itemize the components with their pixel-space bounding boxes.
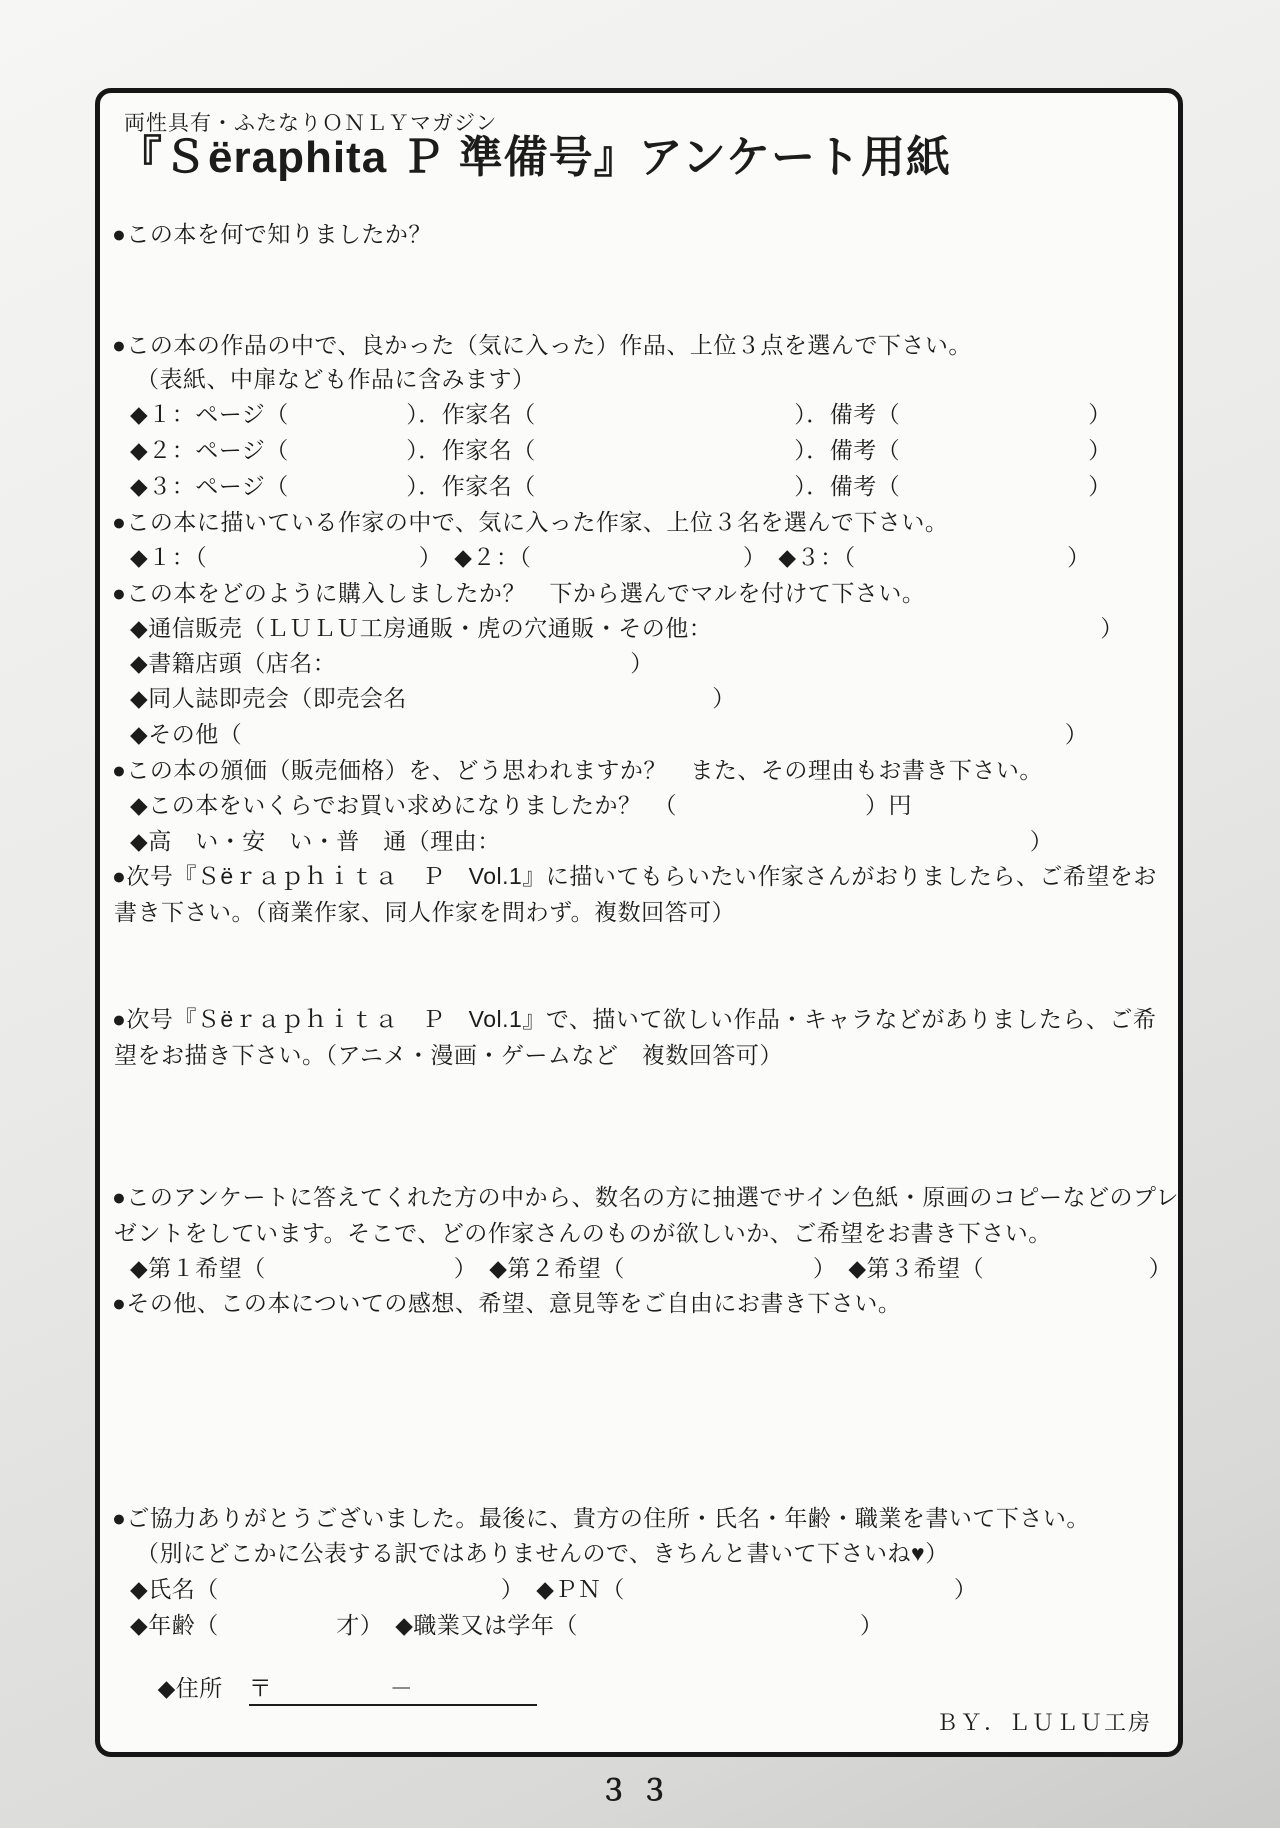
- address-underline-field: 〒 －: [249, 1675, 537, 1705]
- page-number: ３３: [598, 1775, 681, 1807]
- purchase-option-doujin-event: ◆同人誌即売会（即売会名 ）: [130, 685, 736, 711]
- best-works-rank-2: ◆２：ページ（ ）．作家名（ ）．備考（ ）: [130, 437, 1112, 463]
- purchase-option-mail-order: ◆通信販売（ＬＵＬＵ工房通販・虎の穴通販・その他： ）: [130, 615, 1124, 641]
- question-free-comments: ●その他、この本についての感想、希望、意見等をご自由にお書き下さい。: [112, 1290, 902, 1316]
- price-paid-field: ◆この本をいくらでお買い求めになりましたか？ （ ）円: [130, 792, 912, 818]
- present-wish-ranks: ◆第１希望（ ） ◆第２希望（ ） ◆第３希望（ ）: [130, 1255, 1173, 1281]
- question-next-issue-artists-line2: 書き下さい。（商業作家、同人作家を問わず。複数回答可）: [114, 899, 736, 925]
- question-purchase-method: ●この本をどのように購入しましたか？ 下から選んでマルを付けて下さい。: [112, 580, 926, 606]
- fav-artists-ranks: ◆１：（ ） ◆２：（ ） ◆３：（ ）: [130, 544, 1091, 570]
- best-works-rank-3: ◆３：ページ（ ）．作家名（ ）．備考（ ）: [130, 473, 1112, 499]
- question-next-issue-works-line2: 望をお描き下さい。（アニメ・漫画・ゲームなど 複数回答可）: [114, 1042, 783, 1068]
- question-personal-info: ●ご協力ありがとうございました。最後に、貴方の住所・氏名・年齢・職業を書いて下さい。: [112, 1505, 1090, 1531]
- credit-line: ＢＹ．ＬＵＬＵ工房: [935, 1710, 1152, 1735]
- address-label: ◆住所: [157, 1675, 223, 1702]
- question-best-works: ●この本の作品の中で、良かった（気に入った）作品、上位３点を選んで下さい。: [112, 332, 972, 358]
- question-next-issue-works-line1: ●次号『Ｓëｒａｐｈｉｔａ Ｐ Vol.1』で、描いて欲しい作品・キャラなどがありましたら、ご希: [112, 1006, 1157, 1032]
- question-source: ●この本を何で知りましたか？: [112, 221, 432, 247]
- survey-title: 『Ｓëraphita Ｐ 準備号』アンケート用紙: [118, 133, 951, 182]
- purchase-option-bookstore: ◆書籍店頭（店名： ）: [130, 650, 654, 676]
- question-best-works-note: （表紙、中扉なども作品に含みます）: [136, 366, 536, 392]
- question-next-issue-artists-line1: ●次号『Ｓëｒａｐｈｉｔａ Ｐ Vol.1』に描いてもらいたい作家さんがおりましたら、ご希望をお: [112, 863, 1157, 889]
- personal-info-note: （別にどこかに公表する訳ではありませんので、きちんと書いて下さいね♥）: [136, 1540, 949, 1566]
- price-opinion-choices: ◆高 い・安 い・普 通（理由： ）: [130, 828, 1054, 854]
- question-fav-artists: ●この本に描いている作家の中で、気に入った作家、上位３名を選んで下さい。: [112, 509, 949, 535]
- personal-address-row: [130, 1649, 537, 1732]
- best-works-rank-1: ◆１：ページ（ ）．作家名（ ）．備考（ ）: [130, 401, 1112, 427]
- personal-age-job-row: ◆年齢（ 才） ◆職業又は学年（ ）: [130, 1612, 884, 1638]
- personal-name-pn-row: ◆氏名（ ） ◆ＰＮ（ ）: [130, 1576, 978, 1602]
- question-price-opinion: ●この本の頒価（販売価格）を、どう思われますか？ また、その理由もお書き下さい。: [112, 757, 1043, 783]
- question-present-line2: ゼントをしています。そこで、どの作家さんのものが欲しいか、ご希望をお書き下さい。: [114, 1220, 1052, 1246]
- purchase-option-other: ◆その他（ ）: [130, 721, 1089, 747]
- survey-tagline: 両性具有・ふたなりＯＮＬＹマガジン: [124, 112, 498, 135]
- question-present-line1: ●このアンケートに答えてくれた方の中から、数名の方に抽選でサイン色紙・原画のコピーなどのプレ: [112, 1184, 1180, 1210]
- survey-form-box: [95, 88, 1183, 1757]
